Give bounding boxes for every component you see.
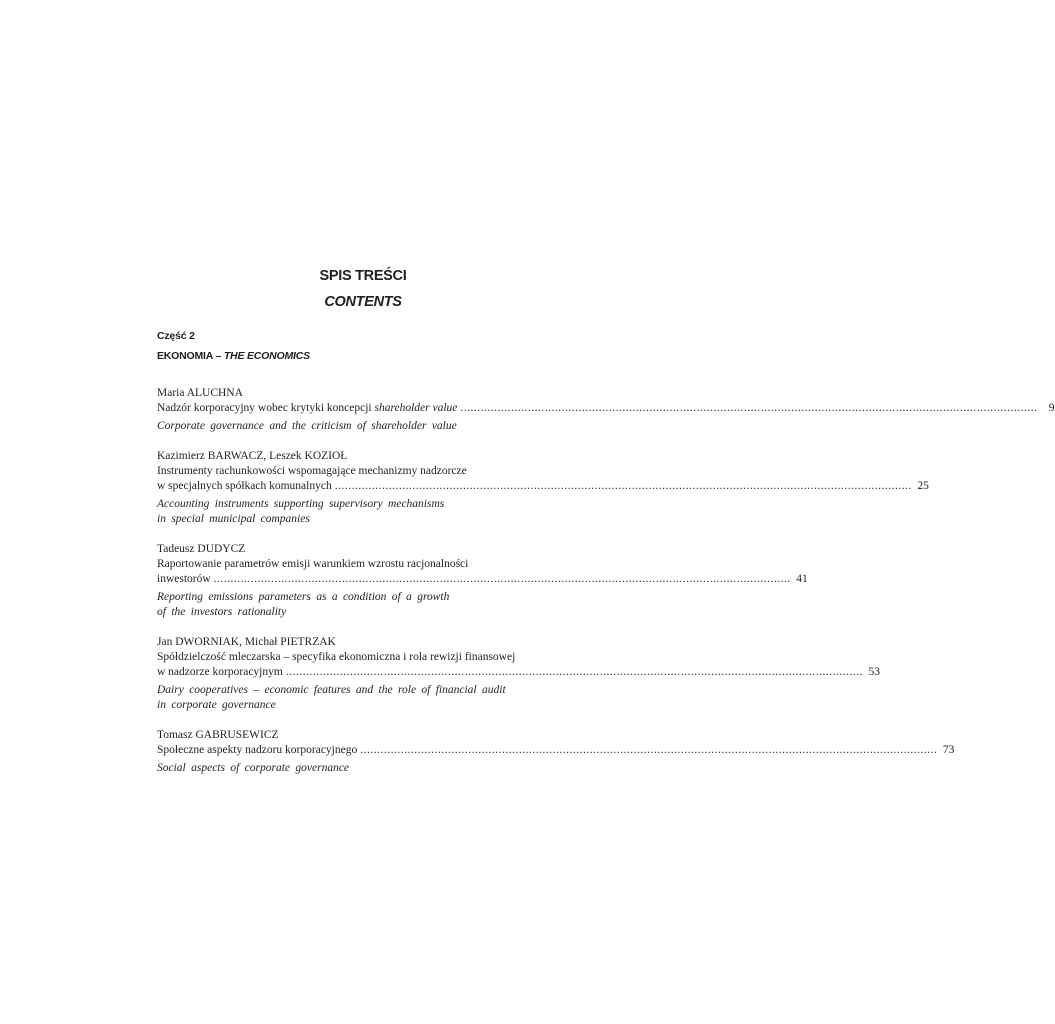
- entry-english-title-line: in corporate governance: [157, 699, 276, 711]
- entry-title-plain: Społeczne aspekty nadzoru korporacyjnego: [157, 744, 358, 756]
- page-number[interactable]: 53: [868, 666, 880, 678]
- entry-title-text: [157, 572, 211, 587]
- entry-title-line: Spółdzielczość mleczarska – specyfika ekonomiczna i rola rewizji finansowej: [157, 651, 516, 663]
- entry-title-final-line: [157, 743, 955, 758]
- dot-leader: ...........................................................................................................................................................................: [360, 744, 938, 756]
- contents-heading-polish: SPIS TREŚCI: [319, 268, 407, 284]
- page-number[interactable]: 73: [942, 744, 955, 756]
- contents-heading-english: CONTENTS: [324, 294, 402, 310]
- toc-entry[interactable]: [157, 728, 955, 776]
- toc-entry[interactable]: [157, 542, 808, 620]
- dot-leader: ...........................................................................................................................................................................: [285, 666, 863, 678]
- section-heading-english: THE ECONOMICS: [223, 350, 310, 362]
- entry-title-final-line: [157, 572, 808, 587]
- entry-title-line: Raportowanie parametrów emisji warunkiem wzrostu racjonalności: [157, 558, 469, 570]
- entry-authors: Tadeusz DUDYCZ: [157, 543, 246, 555]
- entry-title-plain: inwestorów: [157, 573, 211, 585]
- part-label: Część 2: [157, 330, 195, 342]
- dot-leader: ...........................................................................................................................................................................: [334, 480, 912, 492]
- section-heading: [157, 350, 310, 362]
- page-number[interactable]: 41: [796, 573, 808, 585]
- entry-title-text: [157, 401, 457, 416]
- entry-english-title-line: of the investors rationality: [157, 606, 287, 618]
- dot-leader: ...........................................................................................................................................................................: [213, 573, 791, 585]
- entry-title-final-line: [157, 665, 880, 680]
- entry-title-italic: shareholder value: [374, 402, 458, 414]
- dot-leader: ...........................................................................................................................................................................: [460, 402, 1038, 414]
- toc-entry[interactable]: [157, 449, 929, 527]
- page-number[interactable]: 25: [917, 480, 929, 492]
- entry-authors: Kazimierz BARWACZ, Leszek KOZIOŁ: [157, 450, 348, 462]
- page-number[interactable]: 9: [1048, 402, 1055, 414]
- toc-entry[interactable]: [157, 386, 1055, 434]
- entry-title-final-line: [157, 479, 929, 494]
- entry-title-plain: w nadzorze korporacyjnym: [157, 666, 283, 678]
- entry-english-title-line: Dairy cooperatives – economic features and the role of financial audit: [157, 684, 506, 696]
- toc-entries: [157, 386, 1055, 791]
- entry-english-title-line: Corporate governance and the criticism of shareholder value: [157, 420, 457, 432]
- entry-title-final-line: [157, 401, 1055, 416]
- entry-english-title-line: in special municipal companies: [157, 513, 310, 525]
- toc-entry[interactable]: [157, 635, 880, 713]
- entry-english-title-line: Reporting emissions parameters as a condition of a growth: [157, 591, 450, 603]
- entry-title-text: [157, 479, 332, 494]
- entry-english-title-line: Accounting instruments supporting supervisory mechanisms: [157, 498, 445, 510]
- entry-authors: Maria ALUCHNA: [157, 387, 243, 399]
- entry-authors: Jan DWORNIAK, Michał PIETRZAK: [157, 636, 336, 648]
- entry-title-plain: Nadzór korporacyjny wobec krytyki koncepcji: [157, 402, 375, 414]
- entry-english-title-line: Social aspects of corporate governance: [157, 762, 350, 774]
- section-heading-polish: EKONOMIA –: [157, 350, 224, 362]
- entry-title-plain: w specjalnych spółkach komunalnych: [157, 480, 332, 492]
- entry-authors: Tomasz GABRUSEWICZ: [157, 729, 279, 741]
- entry-title-text: [157, 665, 283, 680]
- entry-title-line: Instrumenty rachunkowości wspomagające mechanizmy nadzorcze: [157, 465, 467, 477]
- entry-title-text: [157, 743, 357, 758]
